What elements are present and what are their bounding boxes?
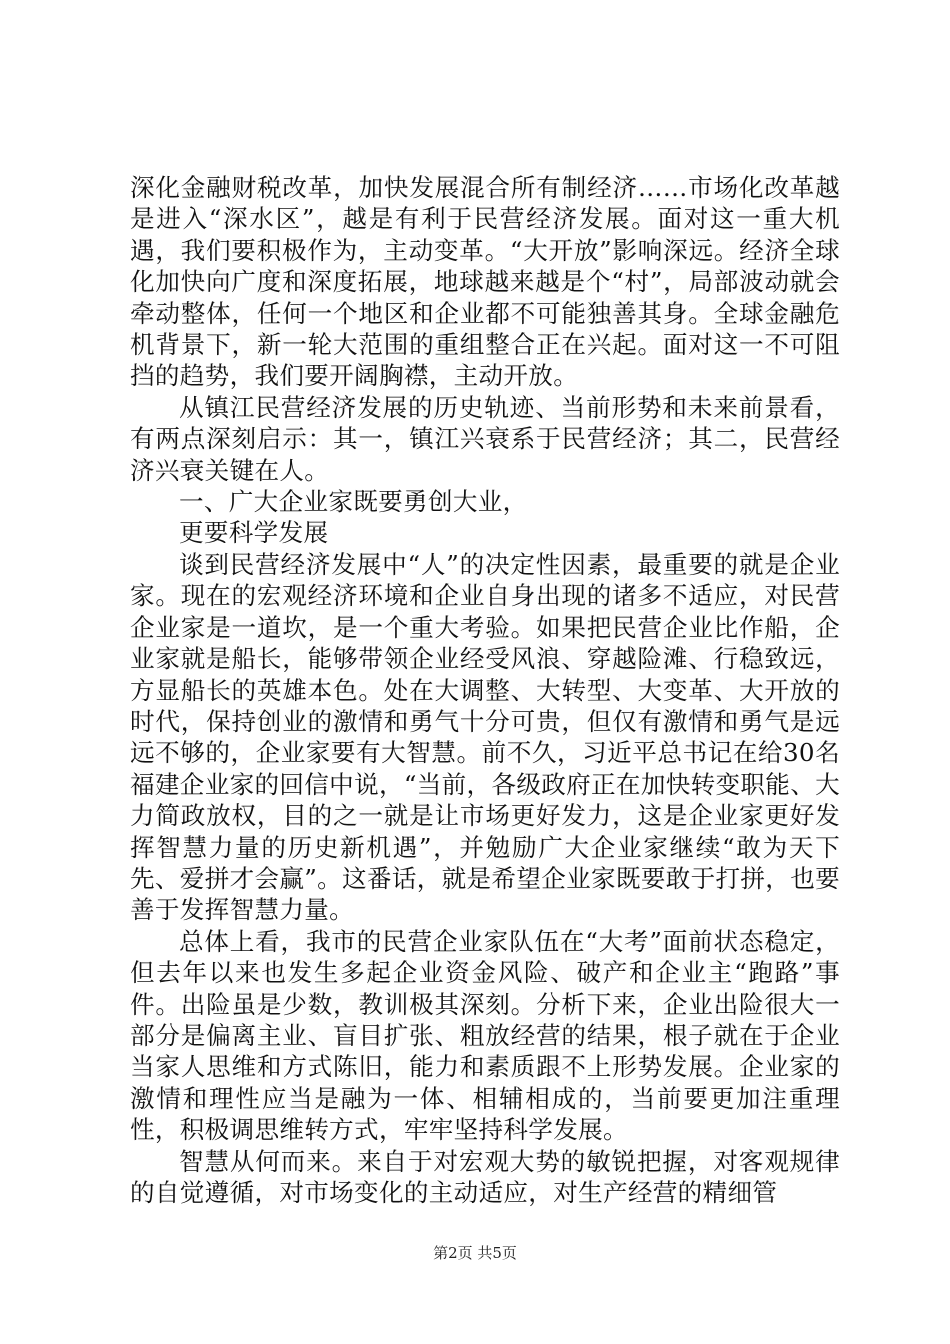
document-body — [130, 172, 840, 1208]
section-heading-line-1: 一、广大企业家既要勇创大业， — [179, 487, 528, 517]
paragraph-insights: 从镇江民营经济发展的历史轨迹、当前形势和未来前景看，有两点深刻启示：其一，镇江兴衰系于民营经济；其二，民营经济兴衰关键在人。 — [130, 392, 840, 485]
paragraph-continuation: 深化金融财税改革，加快发展混合所有制经济……市场化改革越是进入“深水区”，越是有利于民营经济发展。面对这一重大机遇，我们要积极作为，主动变革。“大开放”影响深远。经济全球化加快向广度和深度拓展，地球越来越是个“村”，局部波动就会牵动整体，任何一个地区和企业都不可能独善其身。全球金融危机背景下，新一轮大范围的重组整合正在兴起。面对这一不可阻挡的趋势，我们要开阔胸襟，主动开放。 — [130, 173, 840, 391]
page-number-footer: 第2页 共5页 — [433, 1244, 517, 1262]
paragraph-wisdom: 智慧从何而来。来自于对宏观大势的敏锐把握，对客观规律的自觉遵循，对市场变化的主动适应，对生产经营的精细管 — [130, 1146, 840, 1207]
section-heading-line-2: 更要科学发展 — [179, 518, 329, 548]
paragraph-overview: 总体上看，我市的民营企业家队伍在“大考”面前状态稳定，但去年以来也发生多起企业资金风险、破产和企业主“跑路”事件。出险虽是少数，教训极其深刻。分析下来，企业出险很大一部分是偏离主业、盲目扩张、粗放经营的结果，根子就在于企业当家人思维和方式陈旧，能力和素质跟不上形势发展。企业家的激情和理性应当是融为一体、相辅相成的，当前要更加注重理性，积极调思维转方式，牢牢坚持科学发展。 — [130, 926, 840, 1145]
paragraph-entrepreneurs: 谈到民营经济发展中“人”的决定性因素，最重要的就是企业家。现在的宏观经济环境和企业自身出现的诸多不适应，对民营企业家是一道坎，是一个重大考验。如果把民营企业比作船，企业家就是船长，能够带领企业经受风浪、穿越险滩、行稳致远，方显船长的英雄本色。处在大调整、大转型、大变革、大开放的时代，保持创业的激情和勇气十分可贵，但仅有激情和勇气是远远不够的，企业家要有大智慧。前不久，习近平总书记在给30名福建企业家的回信中说，“当前，各级政府正在加快转变职能、大力简政放权，目的之一就是让市场更好发力，这是企业家更好发挥智慧力量的历史新机遇”，并勉励广大企业家继续“敢为天下先、爱拼才会赢”。这番话，就是希望企业家既要敢于打拼，也要善于发挥智慧力量。 — [130, 549, 840, 925]
